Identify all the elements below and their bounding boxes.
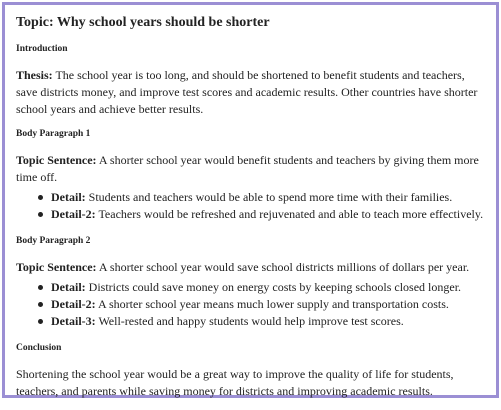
thesis-text: The school year is too long, and should be shortened to benefit students and teachers, save districts money, and improve test scores and academic results. Other countries have shorter school years and achieve better results. xyxy=(16,68,478,116)
detail-label: Detail-2: xyxy=(51,207,96,221)
conclusion-paragraph: Shortening the school year would be a great way to improve the quality of life for students, teachers, and parents while saving money for districts and improving academic results. xyxy=(16,367,454,398)
body1-topic-text: A shorter school year would benefit students and teachers by giving them more time off. xyxy=(16,153,479,184)
body-paragraph-2-heading: Body Paragraph 2 xyxy=(16,236,91,246)
body-paragraph-1-heading: Body Paragraph 1 xyxy=(16,129,91,139)
list-item xyxy=(51,296,488,313)
body2-detail-list xyxy=(16,279,488,330)
detail-text: Well-rested and happy students would help improve test scores. xyxy=(95,314,404,328)
conclusion-heading: Conclusion xyxy=(16,343,62,353)
detail-text: Districts could save money on energy costs by keeping schools closed longer. xyxy=(85,280,462,294)
list-item xyxy=(51,279,488,296)
detail-label: Detail: xyxy=(51,190,86,204)
list-item xyxy=(51,313,488,330)
body2-topic-text: A shorter school year would save school districts millions of dollars per year. xyxy=(96,260,470,274)
detail-label: Detail-3: xyxy=(51,314,96,328)
body1-topic-label: Topic Sentence: xyxy=(16,153,97,167)
body2-topic-sentence xyxy=(16,259,488,276)
detail-text: Students and teachers would be able to spend more time with their families. xyxy=(85,190,453,204)
body1-detail-list xyxy=(16,189,488,223)
introduction-heading: Introduction xyxy=(16,44,68,54)
list-item xyxy=(51,189,488,206)
detail-label: Detail: xyxy=(51,280,86,294)
thesis-label: Thesis: xyxy=(16,68,53,82)
detail-text: Teachers would be refreshed and rejuvenated and able to teach more effectively. xyxy=(95,207,484,221)
list-item xyxy=(51,206,488,223)
outline-frame xyxy=(2,2,499,398)
detail-label: Detail-2: xyxy=(51,297,96,311)
thesis-paragraph xyxy=(16,67,488,118)
page-title: Topic: Why school years should be shorter xyxy=(16,15,270,30)
body1-topic-sentence xyxy=(16,152,488,186)
outline-content xyxy=(16,14,488,410)
detail-text: A shorter school year means much lower supply and transportation costs. xyxy=(95,297,449,311)
body2-topic-label: Topic Sentence: xyxy=(16,260,97,274)
